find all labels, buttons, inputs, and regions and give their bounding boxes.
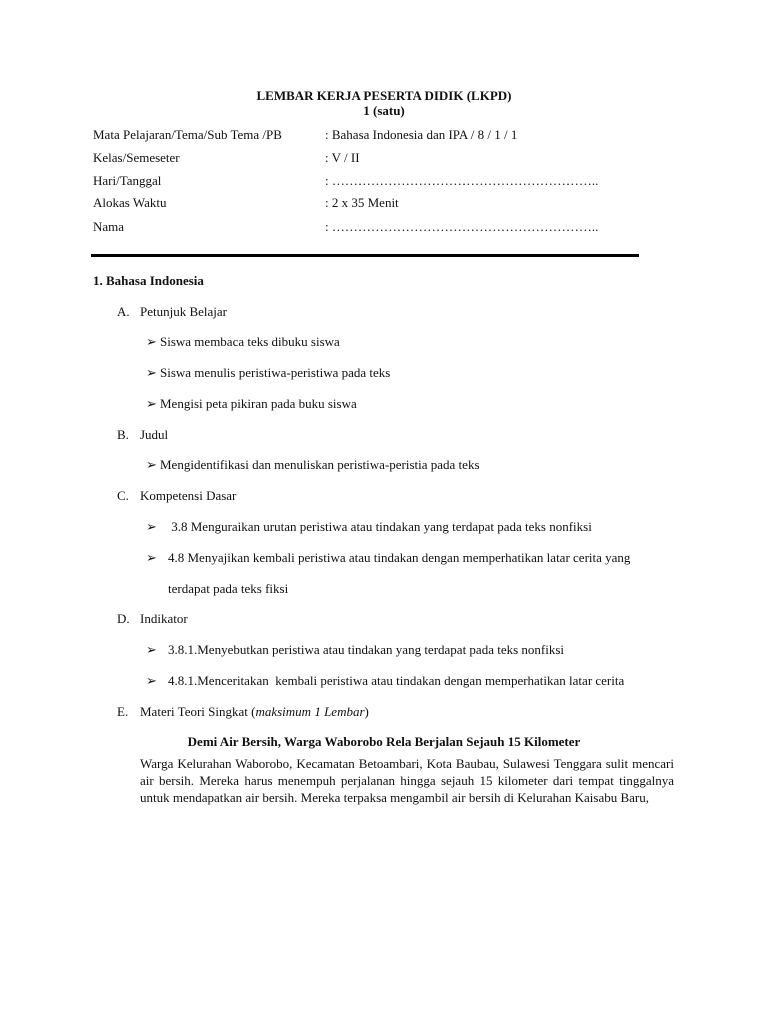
- bullet-arrow-icon: ➢: [146, 519, 157, 534]
- subsection-d-title: Indikator: [140, 611, 188, 626]
- subsection-e-title-close: ): [364, 704, 369, 719]
- bullet-arrow-icon: ➢: [146, 457, 157, 472]
- bullet-arrow-icon: ➢: [146, 550, 157, 565]
- info-value: : 2 x 35 Menit: [325, 195, 399, 210]
- subsection-e-title: [140, 704, 369, 720]
- subsection-b-letter: B.: [117, 427, 129, 442]
- section-heading: 1. Bahasa Indonesia: [93, 273, 204, 288]
- page-subtitle: 1 (satu): [363, 103, 405, 118]
- subsection-e-title-note: maksimum 1 Lembar: [255, 704, 365, 719]
- list-item: [146, 519, 592, 535]
- subsection-e-title-text: Materi Teori Singkat (: [140, 704, 256, 719]
- info-label: Nama: [93, 219, 125, 234]
- info-value: : V / II: [325, 150, 360, 165]
- bullet-arrow-icon: ➢: [146, 642, 157, 657]
- article-title: Demi Air Bersih, Warga Waborobo Rela Berjalan Sejauh 15 Kilometer: [187, 734, 581, 749]
- info-label: Alokas Waktu: [93, 195, 167, 210]
- info-label: Hari/Tanggal: [93, 173, 162, 188]
- subsection-a-letter: A.: [117, 304, 130, 319]
- list-item: [146, 673, 624, 689]
- subsection-e-letter: E.: [117, 704, 129, 719]
- info-value: : ……………………………………………………..: [325, 173, 599, 188]
- list-item: [146, 457, 480, 473]
- subsection-d-letter: D.: [117, 611, 130, 626]
- list-item-text: 4.8 Menyajikan kembali peristiwa atau tindakan dengan memperhatikan latar cerita yang: [168, 550, 631, 565]
- subsection-c-title: Kompetensi Dasar: [140, 488, 237, 503]
- list-item-text: 3.8.1.Menyebutkan peristiwa atau tindakan yang terdapat pada teks nonfiksi: [168, 642, 565, 657]
- list-item-text: Mengisi peta pikiran pada buku siswa: [160, 396, 357, 411]
- bullet-arrow-icon: ➢: [146, 334, 157, 349]
- subsection-b-title: Judul: [140, 427, 169, 442]
- article-body: Warga Kelurahan Waborobo, Kecamatan Betoambari, Kota Baubau, Sulawesi Tenggara sulit mencari air bersih. Mereka harus menempuh perjalanan hingga sejauh 15 kilometer dari tempat tinggalnya untuk mendapatkan air bersih. Mereka terpaksa mengambil air bersih di Kelurahan Kaisabu Baru,: [140, 756, 674, 805]
- list-item-continuation: terdapat pada teks fiksi: [168, 581, 289, 596]
- list-item: [146, 365, 390, 381]
- list-item-text: 4.8.1.Menceritakan kembali peristiwa atau tindakan dengan memperhatikan latar cerita: [168, 673, 625, 688]
- list-item-text: Mengidentifikasi dan menuliskan peristiwa-peristia pada teks: [160, 457, 480, 472]
- list-item-text: Siswa menulis peristiwa-peristiwa pada teks: [160, 365, 391, 380]
- bullet-arrow-icon: ➢: [146, 365, 157, 380]
- info-value: : Bahasa Indonesia dan IPA / 8 / 1 / 1: [325, 127, 518, 142]
- subsection-a-title: Petunjuk Belajar: [140, 304, 228, 319]
- header-divider: [91, 254, 639, 257]
- list-item: [146, 550, 630, 566]
- list-item: [146, 642, 564, 658]
- list-item-text: 3.8 Menguraikan urutan peristiwa atau tindakan yang terdapat pada teks nonfiksi: [168, 519, 592, 534]
- list-item: [146, 334, 340, 350]
- info-label: Mata Pelajaran/Tema/Sub Tema /PB: [93, 127, 282, 142]
- list-item: [146, 396, 357, 412]
- bullet-arrow-icon: ➢: [146, 673, 157, 688]
- list-item-text: Siswa membaca teks dibuku siswa: [160, 334, 340, 349]
- info-value: : ……………………………………………………..: [325, 219, 599, 234]
- subsection-c-letter: C.: [117, 488, 129, 503]
- bullet-arrow-icon: ➢: [146, 396, 157, 411]
- info-label: Kelas/Semeseter: [93, 150, 180, 165]
- page-title: LEMBAR KERJA PESERTA DIDIK (LKPD): [256, 88, 512, 103]
